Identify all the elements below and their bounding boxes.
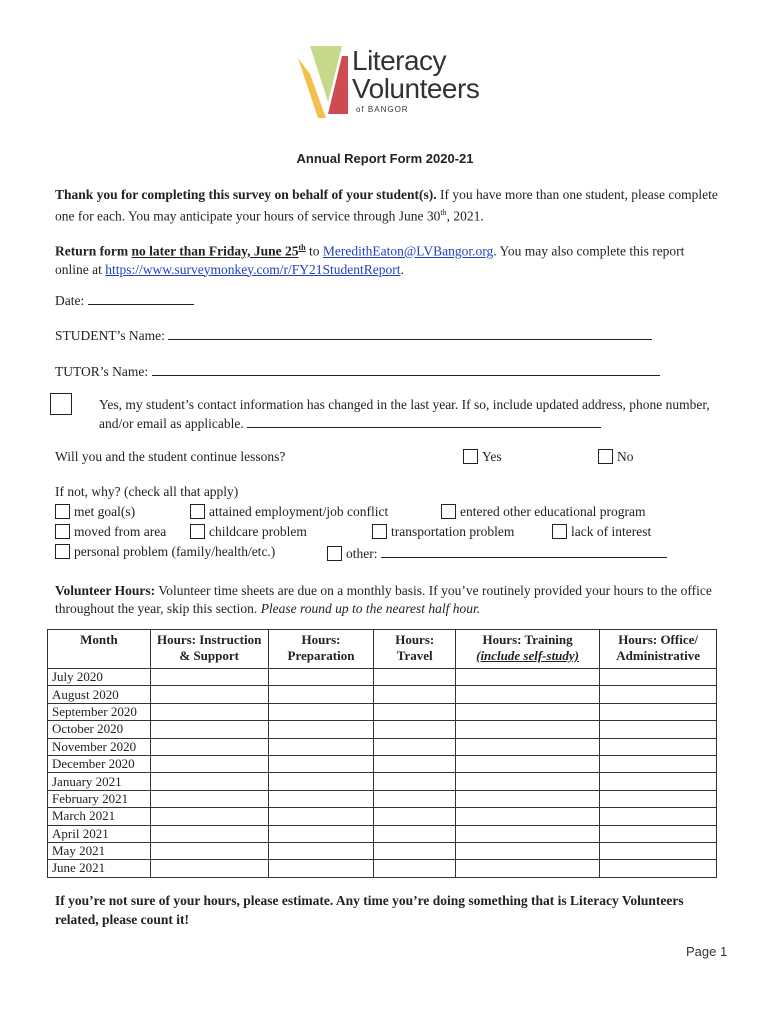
hours-input-cell[interactable] xyxy=(268,703,374,720)
hours-table-body xyxy=(48,669,717,878)
page-number: Page 1 xyxy=(686,944,728,959)
page-title: Annual Report Form 2020-21 xyxy=(296,151,474,166)
intro-bold: Thank you for completing this survey on behalf of your student(s). xyxy=(55,187,437,202)
month-cell: January 2021 xyxy=(48,773,151,790)
month-cell: February 2021 xyxy=(48,790,151,807)
hours-input-cell[interactable] xyxy=(268,860,374,877)
col-header-training-note: (include self-study) xyxy=(476,648,580,663)
continue-question: Will you and the student continue lessons? xyxy=(55,449,286,464)
hours-input-cell[interactable] xyxy=(268,755,374,772)
volunteer-hours-italic: Please round up to the nearest half hour. xyxy=(260,601,481,616)
student-name-input[interactable] xyxy=(168,326,652,340)
return-to: to xyxy=(305,243,323,259)
email-link[interactable]: MeredithEaton@LVBangor.org xyxy=(322,243,494,259)
hours-input-cell[interactable] xyxy=(455,808,599,825)
reason-other-label: other: xyxy=(346,546,378,561)
tutor-name-field xyxy=(55,362,660,380)
contact-change-input[interactable] xyxy=(247,414,601,428)
reason-lack-checkbox[interactable] xyxy=(552,524,567,539)
hours-input-cell[interactable] xyxy=(600,860,717,877)
table-row xyxy=(48,808,717,825)
col-header-training-label: Hours: Training xyxy=(482,632,573,647)
hours-input-cell[interactable] xyxy=(374,669,455,686)
table-header-row xyxy=(48,630,717,669)
table-row xyxy=(48,860,717,877)
hours-input-cell[interactable] xyxy=(455,773,599,790)
hours-input-cell[interactable] xyxy=(150,790,268,807)
continue-no-label: No xyxy=(617,449,634,464)
reason-personal-label: personal problem (family/health/etc.) xyxy=(74,544,276,559)
logo xyxy=(296,44,486,120)
continue-yes-option[interactable] xyxy=(463,449,502,465)
reason-attained[interactable] xyxy=(190,504,388,520)
table-row xyxy=(48,825,717,842)
continue-yes-checkbox[interactable] xyxy=(463,449,478,464)
hours-input-cell[interactable] xyxy=(150,860,268,877)
month-cell: June 2021 xyxy=(48,860,151,877)
col-header-training xyxy=(455,630,599,669)
hours-input-cell[interactable] xyxy=(268,808,374,825)
volunteer-hours-paragraph xyxy=(55,582,723,618)
tutor-name-label: TUTOR’s Name: xyxy=(55,364,149,379)
hours-input-cell[interactable] xyxy=(600,790,717,807)
reason-attained-checkbox[interactable] xyxy=(190,504,205,519)
hours-input-cell[interactable] xyxy=(268,721,374,738)
tutor-name-input[interactable] xyxy=(152,362,660,376)
reason-childcare-checkbox[interactable] xyxy=(190,524,205,539)
month-cell: July 2020 xyxy=(48,669,151,686)
month-cell: March 2021 xyxy=(48,808,151,825)
student-name-field xyxy=(55,326,652,344)
hours-input-cell[interactable] xyxy=(374,773,455,790)
reason-entered-label: entered other educational program xyxy=(460,504,646,519)
reason-lack-label: lack of interest xyxy=(571,524,652,539)
hours-input-cell[interactable] xyxy=(150,721,268,738)
hours-input-cell[interactable] xyxy=(455,755,599,772)
table-row xyxy=(48,773,717,790)
table-row xyxy=(48,703,717,720)
hours-input-cell[interactable] xyxy=(374,721,455,738)
return-bold: Return form xyxy=(55,243,132,259)
hours-input-cell[interactable] xyxy=(150,703,268,720)
table-row xyxy=(48,738,717,755)
hours-input-cell[interactable] xyxy=(455,825,599,842)
table-row xyxy=(48,721,717,738)
reason-lack[interactable] xyxy=(552,524,651,540)
month-cell: August 2020 xyxy=(48,686,151,703)
hours-input-cell[interactable] xyxy=(268,790,374,807)
hours-input-cell[interactable] xyxy=(600,808,717,825)
hours-input-cell[interactable] xyxy=(268,773,374,790)
month-cell: May 2021 xyxy=(48,842,151,859)
hours-input-cell[interactable] xyxy=(374,755,455,772)
col-header-travel: Hours: Travel xyxy=(374,630,455,669)
hours-input-cell[interactable] xyxy=(374,808,455,825)
volunteer-hours-bold: Volunteer Hours: xyxy=(55,583,156,598)
hours-input-cell[interactable] xyxy=(600,703,717,720)
hours-input-cell[interactable] xyxy=(600,721,717,738)
reason-transportation[interactable] xyxy=(372,524,514,540)
reason-moved[interactable] xyxy=(55,524,166,540)
reason-childcare[interactable] xyxy=(190,524,307,540)
hours-input-cell[interactable] xyxy=(600,738,717,755)
hours-input-cell[interactable] xyxy=(268,669,374,686)
reason-entered-checkbox[interactable] xyxy=(441,504,456,519)
reason-moved-checkbox[interactable] xyxy=(55,524,70,539)
hours-input-cell[interactable] xyxy=(455,860,599,877)
hours-input-cell[interactable] xyxy=(455,703,599,720)
hours-input-cell[interactable] xyxy=(374,738,455,755)
hours-input-cell[interactable] xyxy=(150,686,268,703)
hours-table xyxy=(47,629,717,878)
table-row xyxy=(48,842,717,859)
reason-met-goals-checkbox[interactable] xyxy=(55,504,70,519)
table-row xyxy=(48,790,717,807)
hours-input-cell[interactable] xyxy=(374,790,455,807)
col-header-month: Month xyxy=(48,630,151,669)
reason-other[interactable] xyxy=(327,544,667,562)
hours-input-cell[interactable] xyxy=(455,686,599,703)
month-cell: December 2020 xyxy=(48,755,151,772)
contact-change-text xyxy=(99,396,724,433)
hours-input-cell[interactable] xyxy=(374,703,455,720)
continue-yes-label: Yes xyxy=(482,449,502,464)
month-cell: September 2020 xyxy=(48,703,151,720)
closing-note: If you’re not sure of your hours, please estimate. Any time you’re doing something that is Literacy Volunteers related, please count it! xyxy=(55,893,684,927)
reason-met-goals[interactable] xyxy=(55,504,135,520)
hours-input-cell[interactable] xyxy=(150,738,268,755)
hours-input-cell[interactable] xyxy=(600,842,717,859)
table-row xyxy=(48,686,717,703)
reason-transportation-checkbox[interactable] xyxy=(372,524,387,539)
reason-other-checkbox[interactable] xyxy=(327,546,342,561)
hours-input-cell[interactable] xyxy=(374,686,455,703)
reason-other-input[interactable] xyxy=(381,544,667,558)
logo-word-literacy: Literacy xyxy=(352,45,447,76)
hours-input-cell[interactable] xyxy=(455,842,599,859)
hours-input-cell[interactable] xyxy=(455,669,599,686)
survey-link[interactable]: https://www.surveymonkey.com/r/FY21StudentReport xyxy=(105,261,401,277)
hours-input-cell[interactable] xyxy=(150,773,268,790)
date-field xyxy=(55,291,194,309)
hours-input-cell[interactable] xyxy=(268,686,374,703)
hours-input-cell[interactable] xyxy=(455,738,599,755)
logo-word-bangor: of BANGOR xyxy=(356,105,409,114)
col-header-instruction: Hours: Instruction & Support xyxy=(150,630,268,669)
logo-mark-icon xyxy=(296,44,356,118)
reason-met-goals-label: met goal(s) xyxy=(74,504,136,519)
date-input[interactable] xyxy=(88,291,194,305)
hours-input-cell[interactable] xyxy=(455,790,599,807)
hours-input-cell[interactable] xyxy=(374,825,455,842)
hours-input-cell[interactable] xyxy=(268,738,374,755)
hours-input-cell[interactable] xyxy=(268,825,374,842)
hours-input-cell[interactable] xyxy=(150,842,268,859)
month-cell: October 2020 xyxy=(48,721,151,738)
intro-sup: th xyxy=(440,208,447,217)
hours-input-cell[interactable] xyxy=(374,842,455,859)
return-sup: th xyxy=(298,243,306,252)
hours-input-cell[interactable] xyxy=(150,808,268,825)
hours-input-cell[interactable] xyxy=(150,825,268,842)
hours-input-cell[interactable] xyxy=(374,860,455,877)
hours-input-cell[interactable] xyxy=(600,773,717,790)
reason-personal[interactable] xyxy=(55,544,275,560)
student-name-label: STUDENT’s Name: xyxy=(55,328,165,343)
return-paragraph xyxy=(55,239,720,279)
reason-entered[interactable] xyxy=(441,504,646,520)
col-header-preparation: Hours: Preparation xyxy=(268,630,374,669)
hours-input-cell[interactable] xyxy=(600,825,717,842)
reason-moved-label: moved from area xyxy=(74,524,167,539)
intro-paragraph xyxy=(55,186,720,226)
return-text: . You may also complete this report online at xyxy=(55,243,685,277)
month-cell: November 2020 xyxy=(48,738,151,755)
ifnot-prompt: If not, why? (check all that apply) xyxy=(55,484,239,499)
return-deadline: no later than Friday, June 25 xyxy=(131,243,299,259)
reason-transportation-label: transportation problem xyxy=(391,524,515,539)
hours-input-cell[interactable] xyxy=(150,669,268,686)
hours-input-cell[interactable] xyxy=(150,755,268,772)
reason-attained-label: attained employment/job conflict xyxy=(209,504,389,519)
hours-input-cell[interactable] xyxy=(600,669,717,686)
logo-word-volunteers: Volunteers xyxy=(352,73,480,104)
contact-change-checkbox[interactable] xyxy=(50,393,72,415)
contact-change-label: Yes, my student’s contact information has changed in the last year. If so, include updated address, phone number, and/or email as applicable. xyxy=(99,397,710,431)
hours-input-cell[interactable] xyxy=(268,842,374,859)
month-cell: April 2021 xyxy=(48,825,151,842)
date-label: Date: xyxy=(55,293,85,308)
return-text-end: . xyxy=(400,261,404,277)
hours-input-cell[interactable] xyxy=(600,686,717,703)
continue-no-checkbox[interactable] xyxy=(598,449,613,464)
intro-text: If you have more than one student, please complete one for each. You may anticipate your hours of service through June 30 xyxy=(55,187,718,224)
continue-no-option[interactable] xyxy=(598,449,634,465)
reason-personal-checkbox[interactable] xyxy=(55,544,70,559)
col-header-office: Hours: Office/ Administrative xyxy=(600,630,717,669)
reason-childcare-label: childcare problem xyxy=(209,524,307,539)
hours-input-cell[interactable] xyxy=(455,721,599,738)
hours-input-cell[interactable] xyxy=(600,755,717,772)
intro-text-end: , 2021. xyxy=(446,208,484,224)
table-row xyxy=(48,755,717,772)
volunteer-hours-text: Volunteer time sheets are due on a monthly basis. If you’ve routinely provided your hours to the office throughout the year, skip this section. xyxy=(55,583,712,616)
table-row xyxy=(48,669,717,686)
